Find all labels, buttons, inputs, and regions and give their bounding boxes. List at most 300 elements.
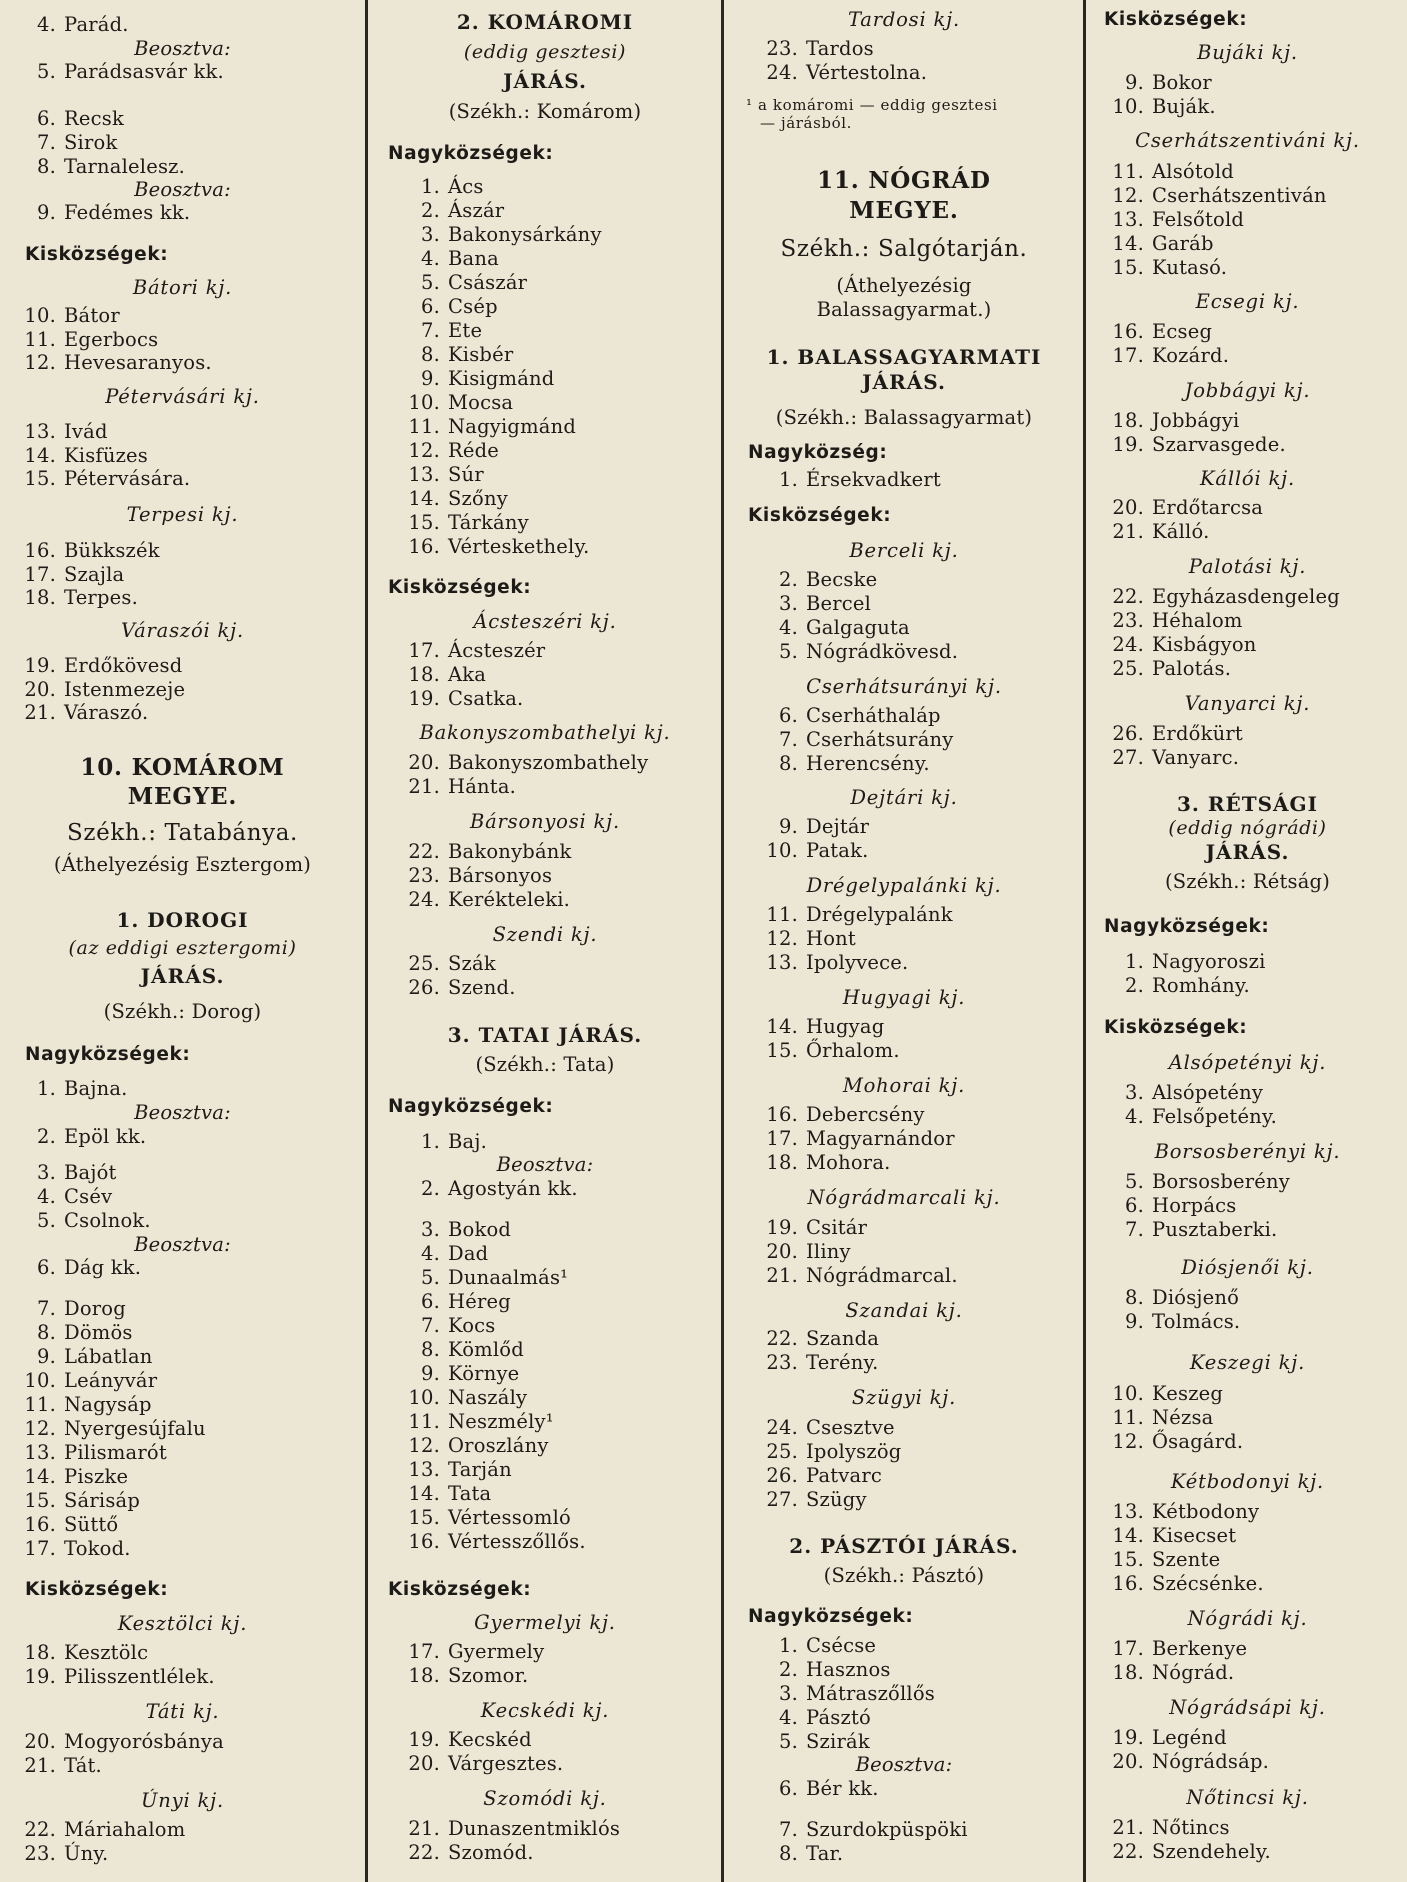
item-name: Cserhátszentiván — [1152, 184, 1327, 207]
item-number: 13. — [1112, 208, 1144, 231]
item-name: Garáb — [1152, 232, 1214, 255]
item-number: 5. — [1124, 1170, 1144, 1193]
list-item — [726, 1706, 1082, 1730]
item-number: 21. — [766, 1264, 798, 1287]
item-name: Hugyag — [806, 1015, 885, 1038]
item-number: 11. — [1112, 1406, 1144, 1429]
list-item — [0, 304, 365, 328]
district-subheading: Pétervásári kj. — [105, 385, 260, 408]
item-number: 3. — [778, 1682, 798, 1705]
list-item — [1088, 1286, 1407, 1310]
section-heading: Nagyközségek: — [25, 1044, 191, 1065]
item-number: 16. — [408, 535, 440, 558]
column-divider — [1083, 0, 1086, 1882]
item-name: Csécse — [806, 1634, 877, 1657]
item-number: 13. — [24, 1441, 56, 1464]
item-name: Süttő — [64, 1513, 119, 1536]
item-number: 6. — [1124, 1194, 1144, 1217]
item-number: 8. — [778, 1842, 798, 1865]
seat-note: (Székh.: Balassagyarmat) — [775, 406, 1033, 429]
list-item — [370, 199, 720, 223]
item-name: Tardos — [806, 37, 874, 60]
item-name: Csesztve — [806, 1416, 895, 1439]
list-item — [1088, 1750, 1407, 1774]
item-name: Bakonysárkány — [448, 223, 602, 246]
list-item — [0, 1345, 365, 1369]
item-number: 15. — [408, 511, 440, 534]
item-name: Pilismarót — [64, 1441, 167, 1464]
item-name: Egerbocs — [64, 328, 159, 351]
item-name: Patvarc — [806, 1464, 882, 1487]
item-number: 16. — [1112, 320, 1144, 343]
list-item — [1088, 1081, 1407, 1105]
item-number: 10. — [766, 839, 798, 862]
item-name: Kocs — [448, 1314, 496, 1337]
item-name: Szente — [1152, 1548, 1221, 1571]
list-item — [370, 840, 720, 864]
list-item — [0, 1256, 365, 1280]
item-name: Ete — [448, 319, 483, 342]
district-subheading: Mohorai kj. — [842, 1074, 966, 1097]
list-item — [1088, 746, 1407, 770]
county-title: MEGYE. — [849, 197, 959, 224]
district-subheading: Kétbodonyi kj. — [1170, 1470, 1325, 1493]
list-item — [0, 539, 365, 563]
item-number: 19. — [1112, 1726, 1144, 1749]
district-subheading: Szomódi kj. — [483, 1787, 607, 1810]
list-item — [0, 1441, 365, 1465]
district-title: 3. TATAI JÁRÁS. — [447, 1023, 643, 1047]
list-item — [1088, 609, 1407, 633]
item-number: 12. — [766, 927, 798, 950]
item-name: Csév — [64, 1185, 113, 1208]
item-name: Nógrádmarcal. — [806, 1264, 958, 1287]
item-name: Vanyarc. — [1152, 746, 1240, 769]
item-number: 18. — [408, 663, 440, 686]
district-subheading: Drégelypalánki kj. — [806, 874, 1002, 897]
list-item — [726, 37, 1082, 61]
item-number: 11. — [1112, 160, 1144, 183]
item-number: 4. — [420, 1242, 440, 1265]
list-item — [370, 1752, 720, 1776]
item-name: Bársonyos — [448, 864, 553, 887]
district-title: 1. DOROGI — [116, 908, 249, 932]
item-number: 8. — [36, 155, 56, 178]
list-item — [1088, 585, 1407, 609]
list-item — [370, 319, 720, 343]
column-3 — [726, 0, 1082, 1882]
item-name: Szend. — [448, 976, 516, 999]
item-number: 13. — [408, 463, 440, 486]
item-number: 3. — [1124, 1081, 1144, 1104]
item-name: Drégelypalánk — [806, 903, 953, 926]
list-item — [726, 1842, 1082, 1866]
list-item — [370, 1266, 720, 1290]
list-item — [0, 1077, 365, 1101]
item-number: 1. — [1124, 950, 1144, 973]
item-number: 14. — [1112, 232, 1144, 255]
item-name: Csitár — [806, 1216, 868, 1239]
item-name: Kisecset — [1152, 1524, 1237, 1547]
district-subheading: Berceli kj. — [849, 539, 959, 562]
item-number: 4. — [778, 616, 798, 639]
item-name: Neszmély¹ — [448, 1410, 554, 1433]
seat-note: (Székh.: Pásztó) — [823, 1564, 985, 1587]
beosztva-label: Beosztva: — [855, 1753, 953, 1776]
list-item — [370, 511, 720, 535]
item-name: Lábatlan — [64, 1345, 153, 1368]
item-number: 21. — [1112, 520, 1144, 543]
district-subheading: Kállói kj. — [1200, 467, 1295, 490]
list-item — [370, 663, 720, 687]
district-subheading: Gyermelyi kj. — [474, 1611, 616, 1634]
list-item — [726, 1777, 1082, 1801]
item-number: 12. — [408, 1434, 440, 1457]
list-item — [1088, 1382, 1407, 1406]
district-subheading: Cserhátsurányi kj. — [806, 675, 1002, 698]
item-number: 11. — [24, 1393, 56, 1416]
item-name: Tolmács. — [1152, 1310, 1241, 1333]
item-name: Legénd — [1152, 1726, 1227, 1749]
item-number: 7. — [36, 1297, 56, 1320]
item-number: 20. — [766, 1240, 798, 1263]
item-name: Nógrád. — [1152, 1661, 1235, 1684]
item-name: Alsótold — [1152, 160, 1234, 183]
item-name: Kisbér — [448, 343, 514, 366]
county-seat: Székh.: Salgótarján. — [780, 236, 1028, 262]
list-item — [0, 1209, 365, 1233]
item-name: Erdőkürt — [1152, 722, 1243, 745]
list-item — [0, 1818, 365, 1842]
item-name: Gyermely — [448, 1640, 545, 1663]
item-name: Kömlőd — [448, 1338, 524, 1361]
list-item — [726, 1730, 1082, 1754]
list-item — [1088, 1726, 1407, 1750]
item-number: 27. — [766, 1488, 798, 1511]
list-item — [1088, 633, 1407, 657]
list-item — [370, 1664, 720, 1688]
item-name: Máriahalom — [64, 1818, 186, 1841]
list-item — [726, 61, 1082, 85]
seat-note: (Székh.: Tata) — [475, 1053, 615, 1076]
list-item — [1088, 344, 1407, 368]
list-item — [370, 1506, 720, 1530]
list-item — [370, 1410, 720, 1434]
item-number: 12. — [24, 351, 56, 374]
section-heading: Kisközségek: — [25, 1579, 169, 1600]
item-name: Hevesaranyos. — [64, 351, 212, 374]
item-name: Nagyoroszi — [1152, 950, 1266, 973]
list-item — [0, 1321, 365, 1345]
item-name: Ecseg — [1152, 320, 1213, 343]
list-item — [370, 1242, 720, 1266]
district-subheading: Ecsegi kj. — [1195, 290, 1300, 313]
list-item — [370, 367, 720, 391]
district-subheading: Alsópetényi kj. — [1168, 1051, 1327, 1074]
list-item — [1088, 1406, 1407, 1430]
district-subheading: Borsosberényi kj. — [1154, 1140, 1341, 1163]
item-name: Szurdokpüspöki — [806, 1818, 968, 1841]
item-number: 5. — [420, 271, 440, 294]
item-number: 15. — [24, 467, 56, 490]
list-item — [726, 1682, 1082, 1706]
item-name: Környe — [448, 1362, 520, 1385]
item-number: 2. — [778, 568, 798, 591]
item-name: Iliny — [806, 1240, 851, 1263]
item-name: Dömös — [64, 1321, 133, 1344]
item-number: 7. — [36, 131, 56, 154]
district-title: 3. RÉTSÁGI — [1177, 792, 1318, 816]
item-number: 23. — [766, 37, 798, 60]
item-name: Csolnok. — [64, 1209, 151, 1232]
list-item — [1088, 950, 1407, 974]
list-item — [370, 1386, 720, 1410]
district-subheading: Bársonyosi kj. — [469, 810, 621, 833]
item-number: 11. — [766, 903, 798, 926]
list-item — [370, 864, 720, 888]
list-item — [1088, 1816, 1407, 1840]
item-number: 19. — [408, 687, 440, 710]
list-item — [1088, 1572, 1407, 1596]
list-item — [370, 1130, 720, 1154]
section-heading: Nagyközségek: — [1104, 916, 1270, 937]
list-item — [0, 1513, 365, 1537]
list-item — [0, 1842, 365, 1866]
item-number: 9. — [1124, 1310, 1144, 1333]
item-number: 19. — [1112, 433, 1144, 456]
item-number: 7. — [420, 1314, 440, 1337]
column-divider — [365, 0, 368, 1882]
list-item — [370, 1817, 720, 1841]
item-name: Érsekvadkert — [806, 468, 941, 491]
section-heading: Kisközségek: — [748, 505, 892, 526]
section-heading: Kisközségek: — [388, 577, 532, 598]
item-name: Terpes. — [64, 586, 138, 609]
list-item — [370, 487, 720, 511]
beosztva-label: Beosztva: — [134, 178, 231, 201]
item-number: 13. — [1112, 1500, 1144, 1523]
district-subheading: Keszegi kj. — [1189, 1351, 1306, 1374]
item-number: 2. — [420, 1177, 440, 1200]
item-number: 12. — [24, 1417, 56, 1440]
item-name: Cserháthaláp — [806, 704, 941, 727]
item-number: 18. — [24, 1641, 56, 1664]
item-name: Nézsa — [1152, 1406, 1214, 1429]
item-name: Dunaszentmiklós — [448, 1817, 621, 1840]
item-number: 14. — [766, 1015, 798, 1038]
list-item — [1088, 433, 1407, 457]
item-name: Kisfüzes — [64, 444, 149, 467]
item-name: Jobbágyi — [1152, 409, 1240, 432]
list-item — [0, 1730, 365, 1754]
list-item — [0, 1369, 365, 1393]
item-name: Tar. — [806, 1842, 844, 1865]
list-item — [1088, 1500, 1407, 1524]
district-subheading: Ácsteszéri kj. — [473, 610, 617, 633]
district-subheading: Terpesi kj. — [126, 503, 239, 526]
list-item — [370, 1728, 720, 1752]
footnote: ¹ a komáromi — eddig gesztesi — [746, 96, 998, 114]
list-item — [370, 687, 720, 711]
list-item — [370, 1458, 720, 1482]
item-number: 7. — [778, 1818, 798, 1841]
list-item — [1088, 1194, 1407, 1218]
list-item — [726, 1416, 1082, 1440]
item-name: Sirok — [64, 131, 118, 154]
list-item — [1088, 95, 1407, 119]
list-item — [726, 1818, 1082, 1842]
item-name: Bajna. — [64, 1077, 128, 1100]
item-name: Szirák — [806, 1730, 870, 1753]
item-name: Diósjenő — [1152, 1286, 1240, 1309]
item-name: Dad — [448, 1242, 489, 1265]
item-name: Erdőtarcsa — [1152, 496, 1264, 519]
list-item — [0, 1297, 365, 1321]
list-item — [370, 1314, 720, 1338]
item-name: Kétbodony — [1152, 1500, 1260, 1523]
list-item — [726, 1151, 1082, 1175]
list-item — [726, 815, 1082, 839]
list-item — [0, 13, 365, 37]
item-name: Tát. — [64, 1754, 102, 1777]
list-item — [1088, 1170, 1407, 1194]
district-subheading: Bátori kj. — [132, 276, 233, 299]
item-number: 7. — [1124, 1218, 1144, 1241]
list-item — [726, 1327, 1082, 1351]
list-item — [0, 328, 365, 352]
district-subheading: Szandai kj. — [845, 1299, 963, 1322]
item-number: 15. — [24, 1489, 56, 1512]
list-item — [370, 343, 720, 367]
column-2 — [370, 0, 720, 1882]
county-title: 11. NÓGRÁD — [817, 167, 991, 194]
item-name: Sárisáp — [64, 1489, 141, 1512]
list-item — [0, 131, 365, 155]
item-name: Mohora. — [806, 1151, 891, 1174]
item-number: 25. — [766, 1440, 798, 1463]
district-subheading: Tardosi kj. — [848, 8, 960, 31]
item-number: 8. — [36, 1321, 56, 1344]
item-number: 16. — [24, 1513, 56, 1536]
list-item — [1088, 1524, 1407, 1548]
list-item — [1088, 1840, 1407, 1864]
list-item — [370, 439, 720, 463]
list-item — [370, 639, 720, 663]
item-name: Szécsénke. — [1152, 1572, 1264, 1595]
item-number: 17. — [24, 563, 56, 586]
item-number: 24. — [766, 1416, 798, 1439]
item-name: Oroszlány — [448, 1434, 549, 1457]
item-name: Bokod — [448, 1218, 512, 1241]
item-name: Pusztaberki. — [1152, 1218, 1278, 1241]
item-name: Keszeg — [1152, 1382, 1224, 1405]
list-item — [0, 467, 365, 491]
item-name: Hasznos — [806, 1658, 891, 1681]
item-number: 8. — [778, 752, 798, 775]
list-item — [370, 1841, 720, 1865]
item-number: 4. — [1124, 1105, 1144, 1128]
list-item — [1088, 232, 1407, 256]
item-number: 9. — [36, 201, 56, 224]
item-number: 10. — [24, 304, 56, 327]
item-number: 10. — [1112, 95, 1144, 118]
item-name: Tokod. — [64, 1537, 131, 1560]
item-number: 25. — [408, 952, 440, 975]
list-item — [0, 420, 365, 444]
item-name: Bercel — [806, 592, 872, 615]
beosztva-label: Beosztva: — [134, 1233, 231, 1256]
item-name: Aka — [448, 663, 487, 686]
item-name: Felsőpetény. — [1152, 1105, 1277, 1128]
district-subheading: Kesztölci kj. — [117, 1612, 248, 1635]
item-number: 13. — [766, 951, 798, 974]
item-name: Ősagárd. — [1152, 1430, 1244, 1453]
item-number: 21. — [1112, 1816, 1144, 1839]
item-name: Bakonyszombathely — [448, 751, 649, 774]
district-subheading: Jobbágyi kj. — [1184, 379, 1311, 402]
item-name: Dág kk. — [64, 1256, 142, 1279]
district-title: JÁRÁS. — [1205, 840, 1290, 864]
list-item — [1088, 1105, 1407, 1129]
list-item — [726, 728, 1082, 752]
list-item — [726, 1127, 1082, 1151]
item-number: 1. — [778, 1634, 798, 1657]
item-number: 11. — [24, 328, 56, 351]
item-name: Szügy — [806, 1488, 867, 1511]
item-name: Galgaguta — [806, 616, 910, 639]
footnote: — járásból. — [760, 114, 852, 132]
seat-note: (Áthelyezésig — [836, 274, 972, 297]
item-name: Kutasó. — [1152, 256, 1228, 279]
list-item — [370, 751, 720, 775]
item-number: 21. — [24, 701, 56, 724]
list-item — [726, 903, 1082, 927]
list-item — [0, 201, 365, 225]
list-item — [726, 1264, 1082, 1288]
item-number: 3. — [778, 592, 798, 615]
item-name: Nagyigmánd — [448, 415, 577, 438]
item-name: Szendehely. — [1152, 1840, 1271, 1863]
item-name: Romhány. — [1152, 974, 1250, 997]
county-title: MEGYE. — [127, 783, 238, 810]
item-number: 6. — [420, 295, 440, 318]
item-number: 19. — [408, 1728, 440, 1751]
item-name: Tárkány — [448, 511, 529, 534]
list-item — [726, 1634, 1082, 1658]
district-subheading: Kecskédi kj. — [480, 1699, 610, 1722]
item-name: Szajla — [64, 563, 125, 586]
list-item — [370, 535, 720, 559]
item-name: Fedémes kk. — [64, 201, 191, 224]
column-1 — [0, 0, 365, 1882]
item-name: Szomor. — [448, 1664, 529, 1687]
item-name: Réde — [448, 439, 500, 462]
item-name: Szarvasgede. — [1152, 433, 1286, 456]
list-item — [726, 1658, 1082, 1682]
list-item — [1088, 1310, 1407, 1334]
item-name: Bana — [448, 247, 499, 270]
list-item — [370, 1530, 720, 1554]
item-name: Ipolyvece. — [806, 951, 909, 974]
item-name: Vérteskethely. — [448, 535, 590, 558]
item-number: 1. — [420, 175, 440, 198]
item-name: Várgesztes. — [448, 1752, 564, 1775]
list-item — [726, 1015, 1082, 1039]
section-heading: Nagyközségek: — [388, 1096, 554, 1117]
beosztva-label: Beosztva: — [134, 37, 231, 60]
item-name: Vértestolna. — [806, 61, 928, 84]
item-name: Tarnalelesz. — [64, 155, 186, 178]
